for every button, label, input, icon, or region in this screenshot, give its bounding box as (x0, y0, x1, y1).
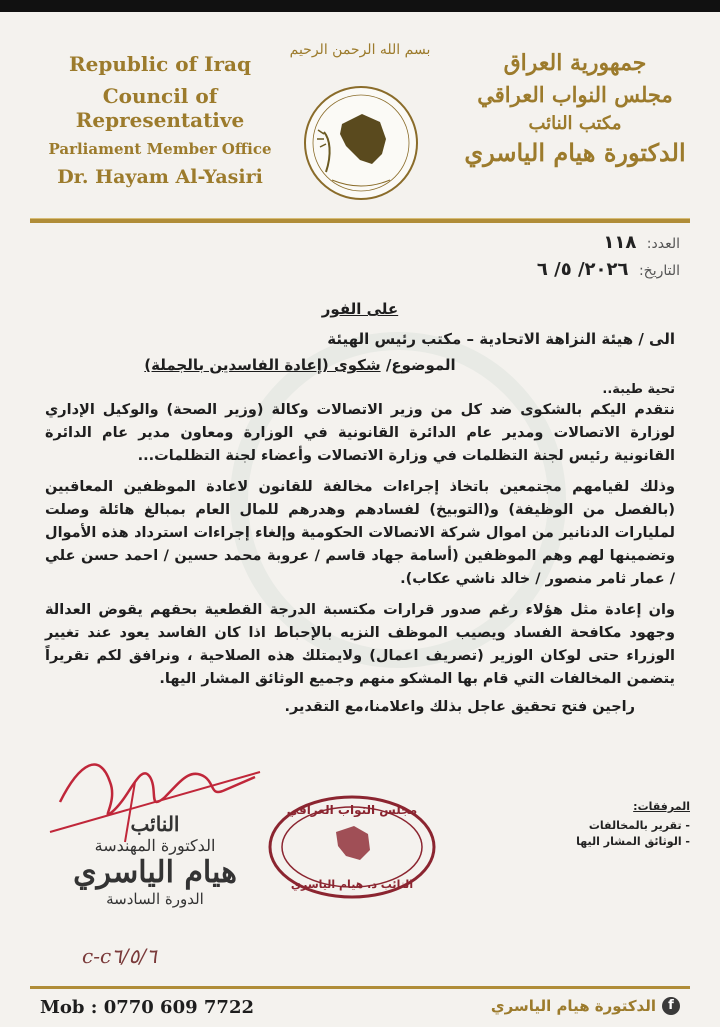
signer-prefix: الدكتورة المهندسة (94, 836, 216, 855)
header-divider (30, 218, 690, 223)
facebook-handle (491, 997, 680, 1015)
letter-sheet (0, 12, 720, 1027)
attachment-item: - تقرير بالمخالفات (588, 819, 690, 832)
attachments-list (576, 800, 690, 851)
date-value: ٢٠٢٦/ ٥/ ٦ (536, 259, 629, 280)
facebook-icon: f (662, 997, 680, 1015)
en-country: Republic of Iraq (69, 52, 251, 76)
greeting: تحية طيبة.. (602, 382, 675, 397)
paragraph-2: وذلك لقيامهم مجتمعين باتخاذ إجراءات مخالفة للقانون لاعادة الموظفين المعاقبين (بالفصل من الوظيفة) و(التوبيخ) لفسادهم وهدرهم للمال العام بمبالغ هائلة وصلت لمليارات الدنانير من اموال شركة الاتصالات الحكومية وإلغاء إجراءات استرداد هذه الأموال وتضمينها لهم وهم الموظفين (أسامة جهاد قاسم / عروبة محمد حسين / احمد حسن علي / عمار ثامر منصور / خالد ناشي عكاب). (45, 479, 675, 587)
recipient-line: الى / هيئة النزاهة الاتحادية – مكتب رئيس الهيئة (327, 330, 675, 348)
subject-value: شكوى (إعادة الفاسدين بالجملة) (144, 356, 381, 374)
mobile-number: Mob : 0770 609 7722 (40, 997, 254, 1018)
letter-body (45, 300, 675, 715)
facebook-name: الدكتورة هيام الياسري (490, 997, 656, 1015)
signer-term: الدورة السادسة (106, 890, 204, 908)
en-member-name: Dr. Hayam Al-Yasiri (57, 166, 263, 188)
svg-text:النائب د. هيام الياسري: النائب د. هيام الياسري (290, 878, 414, 891)
basmala: بسم الله الرحمن الرحيم (289, 42, 431, 58)
subject-line (45, 356, 675, 374)
paragraph-1: نتقدم اليكم بالشكوى ضد كل من وزير الاتصالات وكالة (وزير الصحة) والوكيل الإداري لوزارة الاتصالات ومدير عام الدائرة القانونية في الوزارة ومعاون مدير عام الدائرة القانونية رئيس لجنة التظلمات في وزارة الاتصالات وأعضاء لجنة التظلمات... (45, 402, 675, 464)
signer-title: النائب (130, 812, 180, 836)
top-dark-band (0, 0, 720, 12)
paragraph-3: وان إعادة مثل هؤلاء رغم صدور قرارات مكتسبة الدرجة القطعية بحقهم يقوض العدالة وجهود مكافحة الفساد ويصيب الموظف النزيه بالإحباط اذا كان الفاسد يعود عند تغيير الوزراء حتى لوكان الوزير (تصريف اعمال) ولايمتلك هذه الصلاحية ، ونرافق لكم تقريراً يتضمن المخالفات التي قام بها المشكو منهم وجميع الوثائق المشار اليها. (45, 602, 675, 687)
attachment-item: - الوثائق المشار اليها (576, 835, 690, 848)
footer (30, 997, 690, 1025)
parliament-emblem-icon (302, 84, 420, 202)
en-office: Parliament Member Office (48, 140, 272, 158)
svg-text:مجلس النواب العراقي: مجلس النواب العراقي (286, 803, 418, 817)
number-label: العدد: (646, 236, 680, 252)
footer-divider (30, 986, 690, 989)
ar-member-name: الدكتورة هيام الياسري (464, 138, 686, 167)
handwritten-date: c-c٦/٥/٦ (82, 944, 157, 968)
reference-date-row (537, 259, 680, 280)
number-value: ١١٨ (603, 232, 637, 253)
urgency-note: على الفور (321, 300, 399, 318)
ar-office: مكتب النائب (528, 113, 622, 134)
ar-country: جمهورية العراق (503, 50, 647, 76)
en-council: Council of Representative (75, 84, 245, 132)
reference-meta (537, 232, 680, 286)
subject-label: الموضوع/ (385, 356, 456, 374)
closing-line: راجين فتح تحقيق عاجل بذلك واعلامنا،مع التقدير. (284, 699, 635, 715)
date-label: التاريخ: (638, 263, 680, 279)
reference-number-row (537, 232, 680, 253)
arabic-letterhead (460, 50, 690, 167)
signer-block (60, 812, 250, 908)
attachments-heading: المرفقات: (633, 800, 690, 813)
english-letterhead (30, 52, 290, 196)
signer-name: هيام الياسري (73, 855, 237, 890)
ar-council: مجلس النواب العراقي (477, 82, 673, 107)
official-stamp-icon (266, 792, 438, 902)
